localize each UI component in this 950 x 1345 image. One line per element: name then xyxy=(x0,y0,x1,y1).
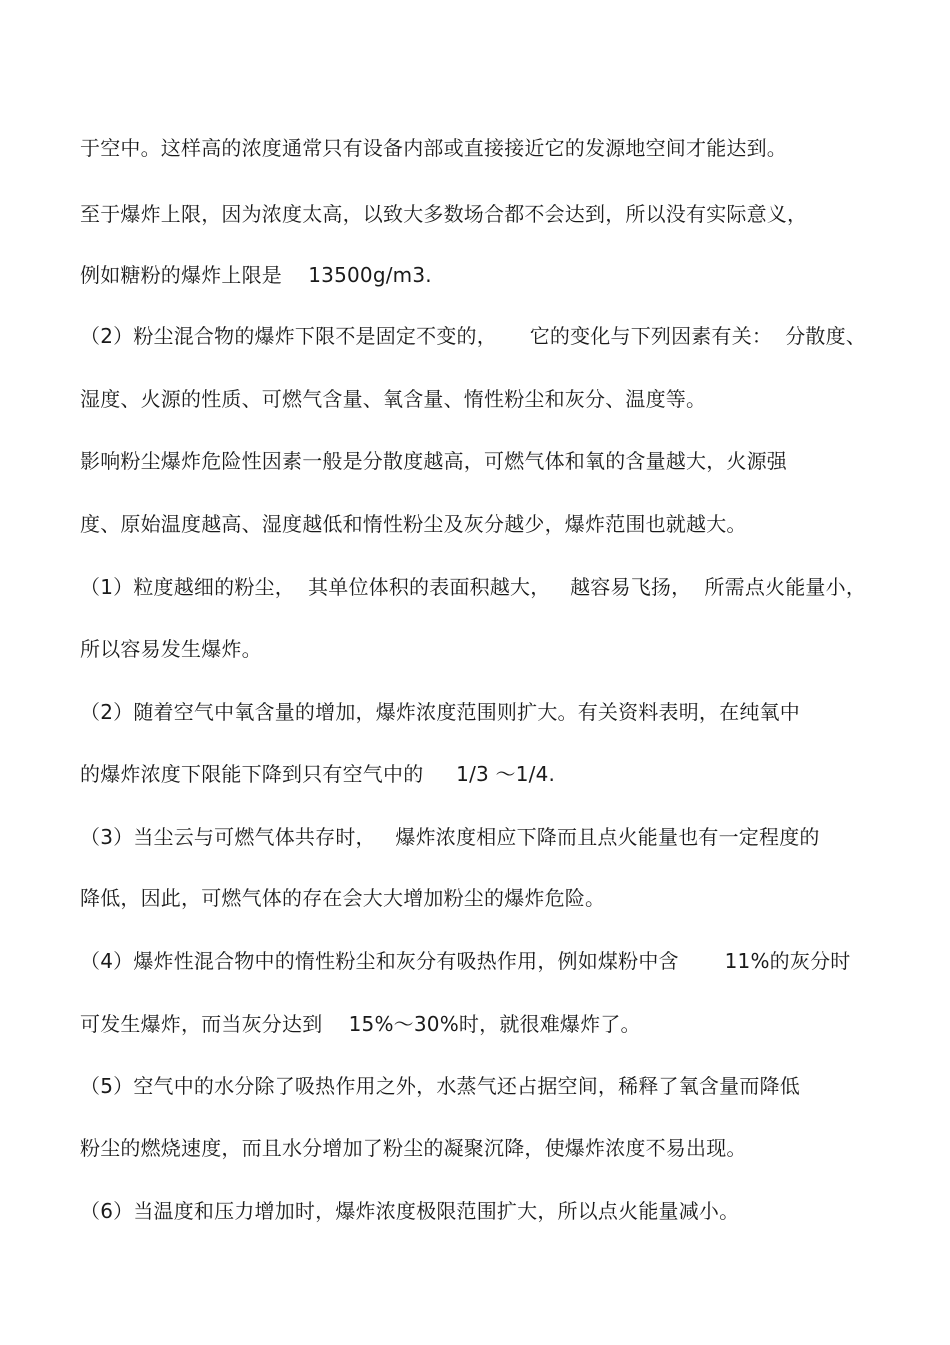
text-line: （2）粉尘混合物的爆炸下限不是固定不变的， 它的变化与下列因素有关： 分散度、 xyxy=(80,324,867,348)
text-line: （3）当尘云与可燃气体共存时， 爆炸浓度相应下降而且点火能量也有一定程度的 xyxy=(80,825,820,849)
text-line: （5）空气中的水分除了吸热作用之外，水蒸气还占据空间，稀释了氧含量而降低 xyxy=(80,1074,800,1098)
text-line: 至于爆炸上限，因为浓度太高，以致大多数场合都不会达到，所以没有实际意义， xyxy=(80,202,808,226)
text-line: （6）当温度和压力增加时，爆炸浓度极限范围扩大，所以点火能量减小。 xyxy=(80,1199,740,1223)
text-line: （1）粒度越细的粉尘， 其单位体积的表面积越大， 越容易飞扬， 所需点火能量小， xyxy=(80,575,867,599)
text-line: 的爆炸浓度下限能下降到只有空气中的 1/3 ～1/4. xyxy=(80,762,556,786)
text-line: 所以容易发生爆炸。 xyxy=(80,637,262,661)
text-line: 可发生爆炸，而当灰分达到 15%～30%时，就很难爆炸了。 xyxy=(80,1012,641,1036)
text-line: 湿度、火源的性质、可燃气含量、氧含量、惰性粉尘和灰分、温度等。 xyxy=(80,387,707,411)
text-line: 粉尘的燃烧速度，而且水分增加了粉尘的凝聚沉降，使爆炸浓度不易出现。 xyxy=(80,1136,747,1160)
text-line: 于空中。这样高的浓度通常只有设备内部或直接接近它的发源地空间才能达到。 xyxy=(80,136,787,160)
text-line: （4）爆炸性混合物中的惰性粉尘和灰分有吸热作用，例如煤粉中含 11%的灰分时 xyxy=(80,949,851,973)
text-line: 例如糖粉的爆炸上限是 13500g/m3. xyxy=(80,263,432,287)
text-line: 度、原始温度越高、湿度越低和惰性粉尘及灰分越少，爆炸范围也就越大。 xyxy=(80,512,747,536)
text-line: （2）随着空气中氧含量的增加，爆炸浓度范围则扩大。有关资料表明，在纯氧中 xyxy=(80,700,800,724)
text-line: 降低，因此，可燃气体的存在会大大增加粉尘的爆炸危险。 xyxy=(80,886,606,910)
text-line: 影响粉尘爆炸危险性因素一般是分散度越高，可燃气体和氧的含量越大，火源强 xyxy=(80,449,787,473)
